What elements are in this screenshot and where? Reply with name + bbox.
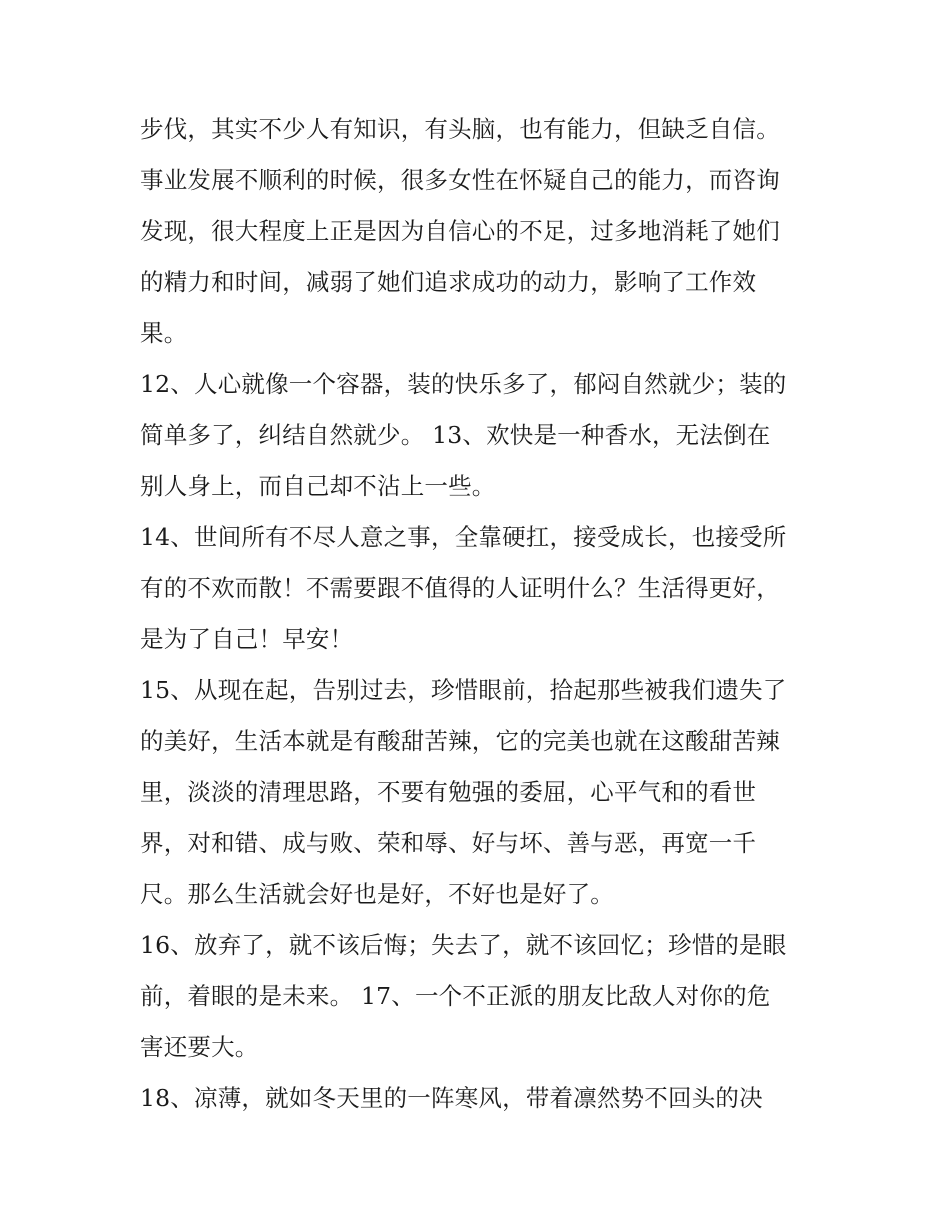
text-line: 里，淡淡的清理思路，不要有勉强的委屈，心平气和的看世 [140,778,757,806]
document-body [140,104,820,1124]
text-line: 简单多了，纠结自然就少。 13、欢快是一种香水，无法倒在 [140,421,771,449]
text-line: 是为了自己！早安！ [140,625,354,653]
text-line: 有的不欢而散！不需要跟不值得的人证明什么？生活得更好， [140,574,780,602]
text-line: 15、从现在起，告别过去，珍惜眼前，拾起那些被我们遗失了 [140,676,787,704]
text-line: 别人身上，而自己却不沾上一些。 [140,472,496,500]
text-line: 的美好，生活本就是有酸甜苦辣，它的完美也就在这酸甜苦辣 [140,727,780,755]
text-line: 界，对和错、成与败、荣和辱、好与坏、善与恶，再宽一千 [140,829,757,857]
text-line: 前，着眼的是未来。 17、一个不正派的朋友比敌人对你的危 [140,982,771,1010]
text-line: 果。 [140,319,188,347]
text-line: 事业发展不顺利的时候，很多女性在怀疑自己的能力，而咨询 [140,166,780,194]
text-line: 12、人心就像一个容器，装的快乐多了，郁闷自然就少；装的 [140,370,787,398]
text-line: 害还要大。 [140,1033,259,1061]
text-line: 16、放弃了，就不该后悔；失去了，就不该回忆；珍惜的是眼 [140,931,787,959]
text-line: 18、凉薄，就如冬天里的一阵寒风，带着凛然势不回头的决 [140,1084,763,1112]
text-line: 14、世间所有不尽人意之事，全靠硬扛，接受成长，也接受所 [140,523,787,551]
text-line: 发现，很大程度上正是因为自信心的不足，过多地消耗了她们 [140,217,780,245]
text-line: 的精力和时间，减弱了她们追求成功的动力，影响了工作效 [140,268,757,296]
text-line: 步伐，其实不少人有知识，有头脑，也有能力，但缺乏自信。 [140,115,780,143]
text-line: 尺。那么生活就会好也是好，不好也是好了。 [140,880,614,908]
